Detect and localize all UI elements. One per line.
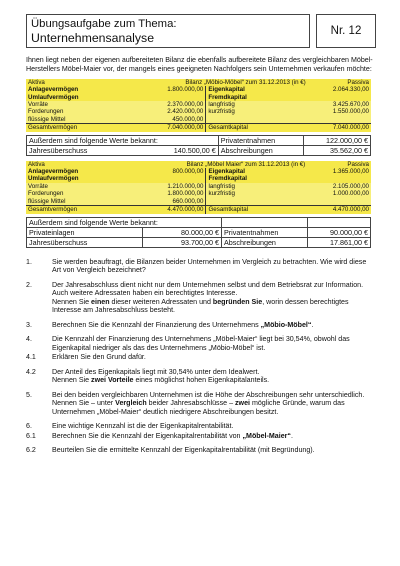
task-text: Berechnen Sie die Kennzahl der Finanzierung des Unternehmens „Möbio-Möbel“.	[52, 320, 314, 329]
task-item	[26, 368, 376, 385]
balance-passiva-label: Fremdkapital	[208, 93, 247, 101]
balance-passiva-value: 1.550.000,00	[332, 108, 369, 116]
balance-aktiva-value	[113, 175, 206, 182]
balance-aktiva-label: Anlagevermögen	[26, 168, 113, 175]
balance-passiva-label	[206, 198, 307, 206]
balance-aktiva-label: Umlaufvermögen	[26, 175, 113, 182]
task-item	[26, 321, 376, 330]
balance-aktiva-label: Forderungen	[26, 190, 113, 197]
aktiva-label: Aktiva	[28, 160, 45, 168]
balance-aktiva-value: 1.800.000,00	[112, 86, 206, 93]
task-text: Sie werden beauftragt, die Bilanzen beider Unternehmen im Vergleich zu betrachten. Wie wird diese Art von Vergleich bezeichnet?	[52, 257, 367, 274]
task-number: 4.2	[26, 367, 36, 376]
task-text: Eine wichtige Kennzahl ist die der Eigenkapitalrentabilität.	[52, 422, 234, 430]
balance-row	[26, 101, 371, 108]
balance-row	[26, 190, 371, 197]
task-number: 4.1	[26, 353, 36, 361]
balance-aktiva-value: 2.420.000,00	[112, 108, 206, 115]
task-text: Berechnen Sie die Kennzahl der Eigenkapitalrentabilität von „Möbel-Maier“.	[52, 431, 293, 440]
balance-aktiva-value: 1.210.000,00	[113, 183, 206, 190]
balance-passiva-value: 7.040.000,00	[308, 124, 371, 132]
balance-row	[26, 198, 371, 206]
exercise-number: Nr. 12	[316, 14, 376, 48]
extra-values-maier	[26, 217, 371, 248]
balance-row	[26, 94, 371, 101]
balance-aktiva-value: 4.470.000,00	[113, 206, 206, 214]
balance-passiva-label: Gesamtkapital	[206, 124, 308, 132]
balance-aktiva-label: Gesamtvermögen	[26, 124, 112, 132]
extra-values-moebio	[26, 135, 371, 156]
balance-sheet-maier	[26, 161, 371, 214]
task-number: 6.2	[26, 446, 36, 454]
balance-aktiva-label: Vorräte	[26, 183, 113, 190]
aktiva-label: Aktiva	[28, 78, 45, 86]
extra-heading: Außerdem sind folgende Werte bekannt:	[27, 135, 219, 145]
balance-row	[26, 183, 371, 190]
balance-aktiva-label: Vorräte	[26, 101, 112, 108]
extra-value: 122.000,00 €	[303, 135, 370, 145]
task-text: Der Anteil des Eigenkapitals liegt mit 30,54% unter dem Idealwert. Nennen Sie zwei Vorteile eines möglichst hohen Eigenkapitalanteils.	[52, 367, 270, 384]
balance-row	[26, 116, 371, 124]
balance-passiva-value: 4.470.000,00	[307, 206, 371, 214]
task-list	[26, 258, 376, 455]
intro-text: Ihnen liegt neben der eigenen aufbereiteten Bilanz die ebenfalls aufbereitete Bilanz des vergleichbaren Möbel-Herstellers Möbel-Maier vor, der mangels eines geeigneten Nachfolgers sein Unternehmen verkaufen möchte:	[26, 56, 373, 74]
extra-value: 93.700,00 €	[143, 237, 222, 247]
balance-aktiva-label: Forderungen	[26, 108, 112, 115]
worksheet-page	[26, 14, 376, 461]
balance-passiva-label: Gesamtkapital	[206, 206, 307, 214]
balance-header-row	[26, 161, 371, 168]
task-number: 2.	[26, 280, 32, 289]
passiva-label: Passiva	[347, 160, 369, 168]
balance-row	[26, 206, 371, 214]
task-item	[26, 281, 376, 315]
balance-aktiva-label: Gesamtvermögen	[26, 206, 113, 214]
balance-passiva-value	[307, 198, 371, 206]
header-title-line1: Übungsaufgabe zum Thema:	[31, 18, 177, 30]
balance-aktiva-label: Anlagevermögen	[26, 86, 112, 93]
task-item	[26, 422, 376, 431]
extra-cell	[221, 217, 307, 227]
balance-aktiva-value: 450.000,00	[112, 116, 206, 124]
extra-heading: Außerdem sind folgende Werte bekannt:	[27, 217, 222, 227]
balance-aktiva-value: 660.000,00	[113, 198, 206, 206]
extra-value: 35.562,00 €	[303, 145, 370, 155]
balance-aktiva-value: 800.000,00	[113, 168, 206, 175]
extra-label: Privatentnahmen	[218, 135, 303, 145]
balance-passiva-label: langfristig	[208, 182, 235, 190]
balance-title: Bilanz „Möbio-Möbel“ zum 31.12.2013 (in €)	[185, 78, 306, 86]
balance-passiva-label: Eigenkapital	[208, 168, 245, 176]
balance-aktiva-value: 1.800.000,00	[113, 190, 206, 197]
extra-cell	[308, 217, 371, 227]
task-text: Der Jahresabschluss dient nicht nur dem Unternehmen selbst und dem Betriebsrat zur Information. Auch weitere Adressaten haben ein berechtigtes Interesse. Nennen Sie einen dieser weiteren Adressaten und begründen Sie, worin dessen berechtigtes Interesse am Jahresabschluss besteht.	[52, 280, 364, 314]
balance-passiva-label: kurzfristig	[208, 108, 235, 116]
balance-passiva-value: 2.064.330,00	[332, 86, 369, 94]
balance-sheet-moebio	[26, 79, 371, 132]
task-number: 1.	[26, 257, 32, 266]
extra-label: Jahresüberschuss	[27, 237, 143, 247]
balance-row	[26, 108, 371, 115]
balance-title: Bilanz „Möbel Maier“ zum 31.12.2013 (in €)	[186, 160, 306, 168]
balance-passiva-value: 3.425.670,00	[332, 101, 369, 109]
task-text: Erklären Sie den Grund dafür.	[52, 353, 146, 361]
task-text: Beurteilen Sie die ermittelte Kennzahl der Eigenkapitalrentabilität (mit Begründung).	[52, 446, 315, 454]
task-item	[26, 258, 376, 275]
balance-passiva-label	[206, 116, 308, 124]
balance-aktiva-value: 2.370.000,00	[112, 101, 206, 108]
balance-passiva-value: 1.365.000,00	[332, 168, 369, 176]
task-number: 6.1	[26, 431, 36, 440]
extra-value: 90.000,00 €	[308, 227, 371, 237]
balance-aktiva-label: flüssige Mittel	[28, 197, 66, 205]
passiva-label: Passiva	[347, 78, 369, 86]
balance-aktiva-label: Umlaufvermögen	[26, 94, 112, 101]
task-number: 3.	[26, 320, 32, 329]
extra-value: 80.000,00 €	[143, 227, 222, 237]
balance-passiva-value	[308, 116, 371, 124]
task-item	[26, 353, 376, 362]
balance-row	[26, 86, 371, 93]
balance-row	[26, 168, 371, 175]
extra-label: Abschreibungen	[221, 237, 307, 247]
balance-passiva-value: 2.105.000,00	[332, 182, 369, 190]
task-item	[26, 335, 376, 352]
task-item	[26, 446, 376, 455]
extra-label: Privateinlagen	[27, 227, 143, 237]
balance-passiva-label: kurzfristig	[208, 190, 235, 198]
extra-label: Jahresüberschuss 140.500,00 €	[27, 145, 219, 155]
balance-aktiva-label: flüssige Mittel	[28, 115, 66, 123]
balance-aktiva-value: 7.040.000,00	[112, 124, 206, 132]
balance-passiva-value: 1.000.000,00	[332, 190, 369, 198]
task-number: 4.	[26, 335, 32, 343]
balance-row	[26, 124, 371, 132]
balance-passiva-label: langfristig	[208, 101, 235, 109]
header-title-box	[26, 14, 310, 48]
task-text: Bei den beiden vergleichbaren Unternehmen ist die Höhe der Abschreibungen sehr unterschiedlich. Nennen Sie – unter Vergleich beider Jahresabschlüsse – zwei mögliche Gründe, warum das Unternehmen „Möbel-Maier“ deutlich niedrigere Abschreibungen besitzt.	[52, 390, 365, 416]
balance-passiva-value	[307, 175, 371, 182]
balance-passiva-value	[308, 94, 371, 101]
balance-header-row	[26, 79, 371, 86]
task-text: Die Kennzahl der Finanzierung des Unternehmens „Möbel-Maier“ liegt bei 30,54%, obwohl das Eigenkapital niedriger als das des Unternehmens „Möbio-Möbel“ ist.	[52, 335, 350, 352]
header-title-line2: Unternehmensanalyse	[31, 31, 155, 45]
extra-label: Privatentnahmen	[221, 227, 307, 237]
task-item	[26, 391, 376, 417]
task-number: 5.	[26, 390, 32, 399]
balance-aktiva-value	[112, 94, 206, 101]
task-item	[26, 432, 376, 441]
extra-label: Abschreibungen	[218, 145, 303, 155]
worksheet-header	[26, 14, 376, 48]
balance-row	[26, 175, 371, 182]
balance-passiva-label: Eigenkapital	[208, 86, 245, 94]
extra-value: 17.861,00 €	[308, 237, 371, 247]
balance-passiva-label: Fremdkapital	[208, 175, 247, 183]
task-number: 6.	[26, 422, 32, 430]
